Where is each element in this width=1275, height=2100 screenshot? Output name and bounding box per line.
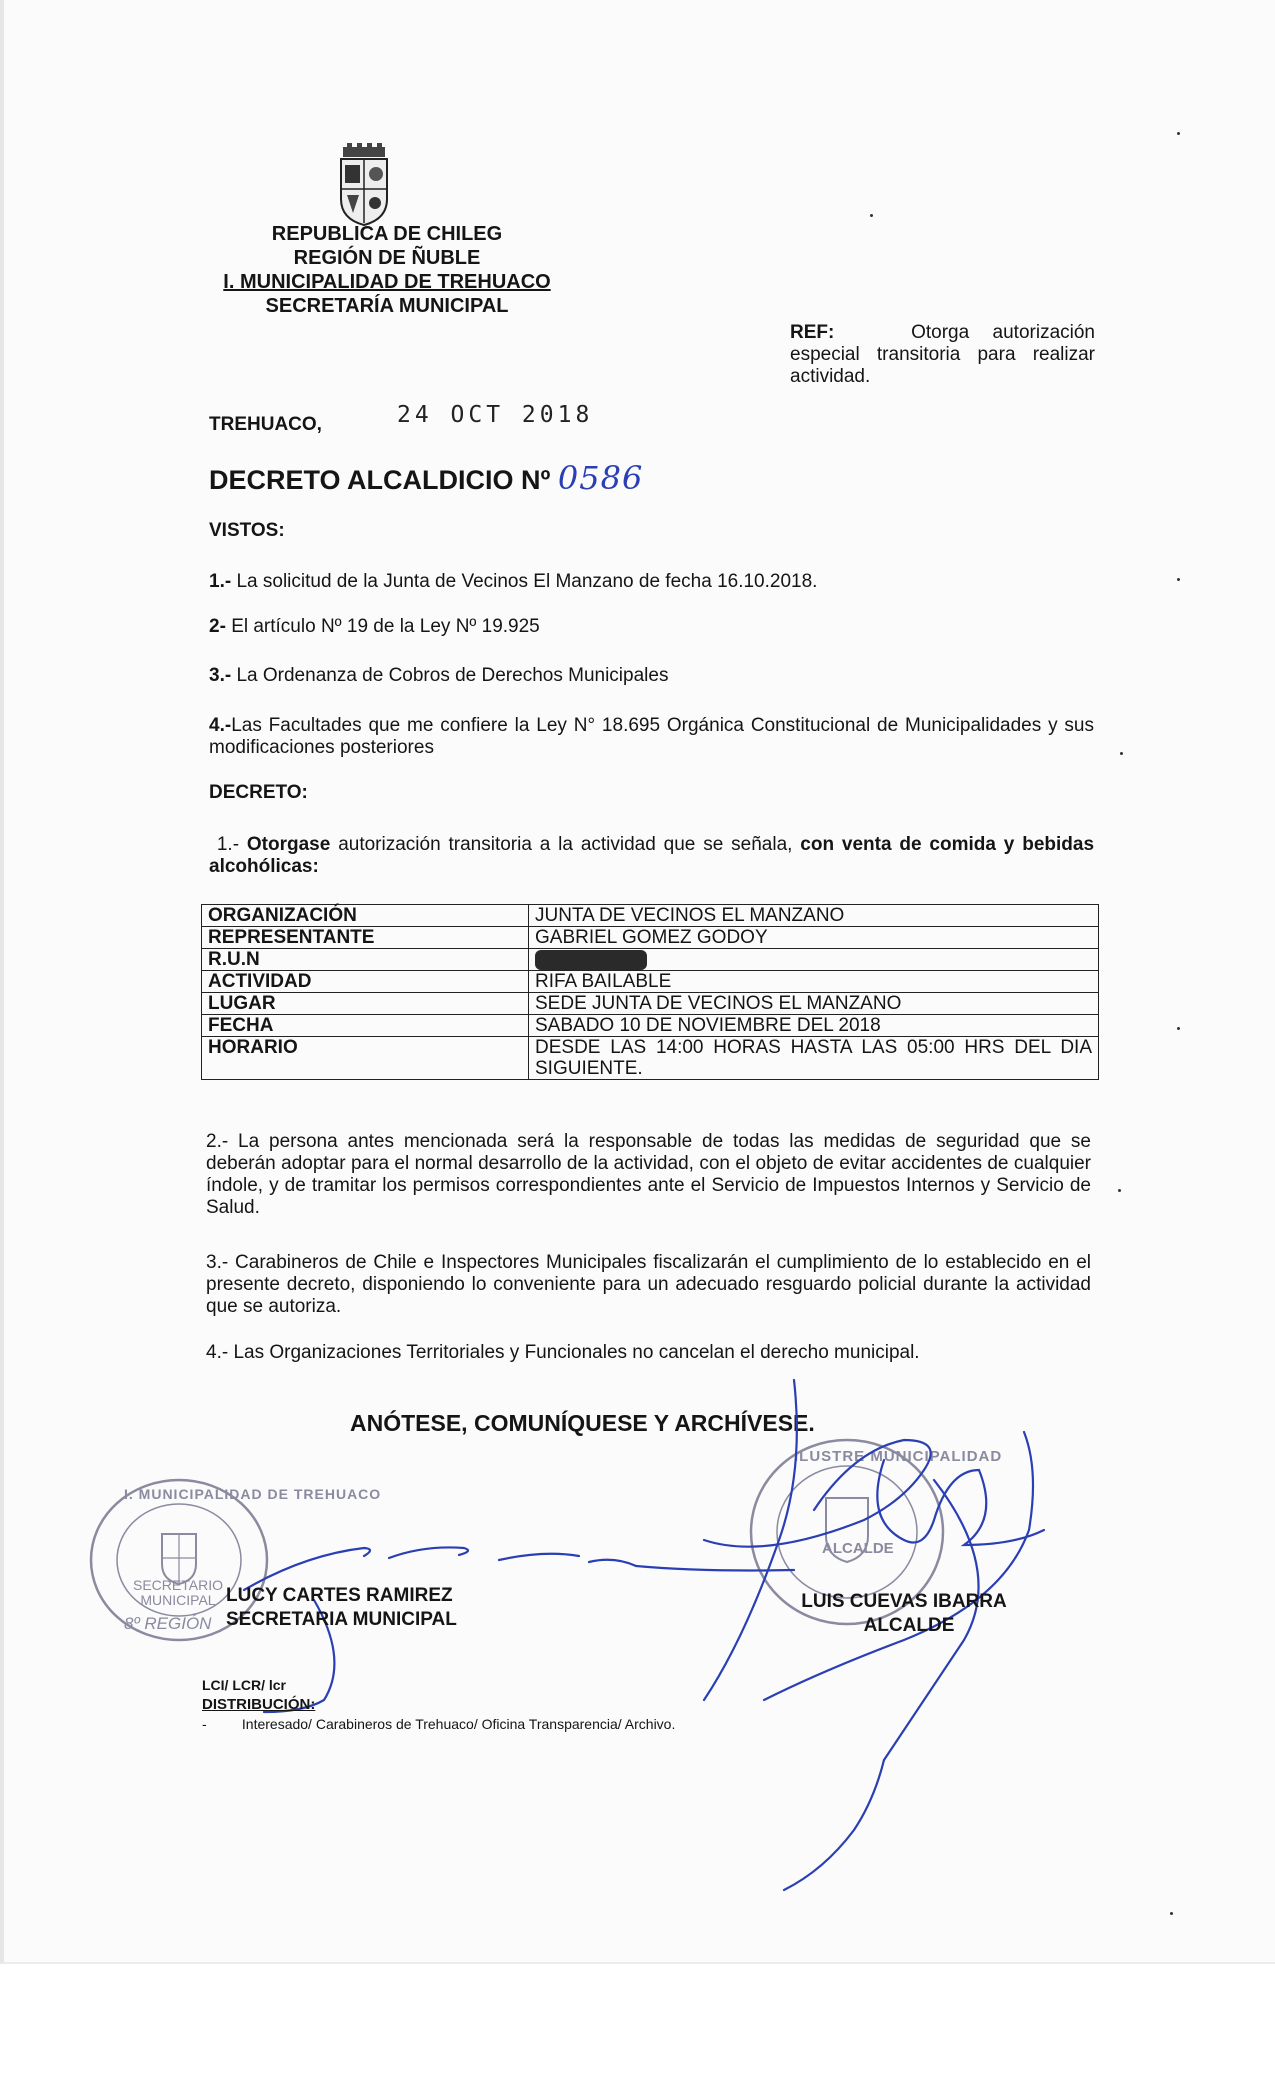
- table-value: GABRIEL GOMEZ GODOY: [529, 927, 1099, 949]
- distribution-bullet: -: [202, 1716, 207, 1732]
- secretary-signature-stroke: [389, 1547, 468, 1558]
- decreto-paragraph-4: 4.- Las Organizaciones Territoriales y Funcionales no cancelan el derecho municipal.: [206, 1342, 920, 1363]
- vistos-item-number: 2-: [209, 616, 226, 637]
- vistos-item-text: La Ordenanza de Cobros de Derechos Municipales: [236, 665, 669, 686]
- scan-speck: [1177, 578, 1180, 581]
- letterhead-country: REPUBLICA DE CHILEG: [271, 223, 503, 245]
- table-label: R.U.N: [202, 949, 529, 971]
- distribution-list: [202, 1716, 675, 1732]
- letterhead-municipality: I. MUNICIPALIDAD DE TREHUACO: [223, 271, 551, 293]
- table-value: RIFA BAILABLE: [529, 971, 1099, 993]
- vistos-item-number: 4.-: [209, 715, 232, 736]
- secretary-seal-bottom-text: 8º REGIÓN: [124, 1614, 212, 1633]
- decreto-paragraph-2: 2.- La persona antes mencionada será la responsable de todas las medidas de seguridad que se deberán adoptar para el normal desarrollo de la actividad, con el objeto de evitar accidentes de cualquier índole, y de tramitar los permisos correspondientes ante el Servicio de Impuestos Internos y Servicio de Salud.: [206, 1131, 1091, 1218]
- paragraph-bold-condition: con venta de comida y bebidas alcohólicas:: [209, 834, 1095, 877]
- secretary-name: LUCY CARTES RAMIREZ: [226, 1585, 453, 1606]
- table-label: LUGAR: [202, 993, 529, 1015]
- secretary-title: SECRETARIA MUNICIPAL: [226, 1609, 457, 1630]
- scan-speck: [870, 214, 873, 217]
- vistos-item-text: La solicitud de la Junta de Vecinos El Manzano de fecha 16.10.2018.: [236, 571, 818, 592]
- secretary-signature-block: [226, 1584, 457, 1632]
- paragraph-bold-verb: Otorgase: [246, 834, 331, 855]
- letterhead-department: SECRETARÍA MUNICIPAL: [265, 295, 509, 317]
- secretary-seal-top-text: I. MUNICIPALIDAD DE TREHUACO: [124, 1486, 382, 1502]
- secretary-seal-center-line1: SECRETARIO: [133, 1577, 223, 1593]
- table-value: SABADO 10 DE NOVIEMBRE DEL 2018: [529, 1015, 1099, 1037]
- date-stamp: 24 OCT 2018: [397, 402, 594, 428]
- letterhead-region: REGIÓN DE ÑUBLE: [293, 247, 481, 269]
- scan-speck: [1118, 1189, 1121, 1192]
- mayor-seal-center-text: ALCALDE: [822, 1540, 894, 1557]
- place-name: TREHUACO,: [209, 414, 322, 435]
- vistos-item-number: 1.-: [209, 571, 232, 592]
- mayor-title: ALCALDE: [863, 1615, 955, 1636]
- secretary-signature-stroke: [589, 1560, 794, 1571]
- ref-text: Otorga autorización especial transitoria para realizar actividad.: [790, 322, 1095, 387]
- mayor-signature-block: [794, 1590, 1014, 1638]
- decreto-heading: DECRETO:: [209, 782, 308, 803]
- mayor-signature-stroke: [784, 1760, 884, 1890]
- paragraph-text: autorización transitoria a la actividad que se señala,: [338, 834, 793, 855]
- scan-speck: [1177, 1027, 1180, 1030]
- vistos-item-text: Las Facultades que me confiere la Ley N° 18.695 Orgánica Constitucional de Municipalidades y sus modificaciones posteriores: [209, 715, 1094, 758]
- table-label: ACTIVIDAD: [202, 971, 529, 993]
- table-value: JUNTA DE VECINOS EL MANZANO: [529, 905, 1099, 927]
- distribution-label: DISTRIBUCIÓN:: [202, 1696, 316, 1713]
- secretary-signature-stroke: [499, 1554, 579, 1560]
- table-value: SEDE JUNTA DE VECINOS EL MANZANO: [529, 993, 1099, 1015]
- scan-speck: [1177, 132, 1180, 135]
- vistos-item-text: El artículo Nº 19 de la Ley Nº 19.925: [231, 616, 540, 637]
- table-value: DESDE LAS 14:00 HORAS HASTA LAS 05:00 HRS DEL DIA SIGUIENTE.: [529, 1037, 1099, 1080]
- table-label: HORARIO: [202, 1037, 529, 1080]
- decreto-paragraph-3: 3.- Carabineros de Chile e Inspectores Municipales fiscalizarán el cumplimiento de lo establecido en el presente decreto, disponiendo lo conveniente para un adecuado resguardo policial durante la actividad que se autoriza.: [206, 1252, 1091, 1317]
- closing-formula: ANÓTESE, COMUNÍQUESE Y ARCHÍVESE.: [350, 1410, 815, 1436]
- paragraph-number: 1.-: [216, 834, 240, 855]
- table-label: REPRESENTANTE: [202, 927, 529, 949]
- mayor-signature-stroke: [877, 1460, 1044, 1545]
- table-label: ORGANIZACIÓN: [202, 905, 529, 927]
- mayor-signature-stroke: [704, 1440, 931, 1547]
- ref-label: REF:: [790, 322, 835, 343]
- mayor-signature-stroke: [764, 1432, 1033, 1700]
- distribution-recipients: Interesado/ Carabineros de Trehuaco/ Oficina Transparencia/ Archivo.: [241, 1716, 676, 1732]
- handwritten-signatures: [4, 0, 1275, 1962]
- typist-initials: LCI/ LCR/ lcr: [202, 1677, 287, 1693]
- vistos-item-number: 3.-: [209, 665, 232, 686]
- table-label: FECHA: [202, 1015, 529, 1037]
- mayor-seal-top-text: ILUSTRE MUNICIPALIDAD: [794, 1448, 1003, 1465]
- secretary-seal-center-line2: MUNICIPAL: [140, 1592, 216, 1608]
- vistos-heading: VISTOS:: [209, 520, 285, 541]
- decree-title-label: DECRETO ALCALDICIO Nº: [209, 465, 551, 495]
- mayor-name: LUIS CUEVAS IBARRA: [801, 1591, 1007, 1612]
- mayor-signature-stroke: [704, 1380, 797, 1700]
- decree-number-handwritten: 0586: [557, 459, 644, 497]
- scan-speck: [1170, 1912, 1173, 1915]
- scan-speck: [1120, 752, 1123, 755]
